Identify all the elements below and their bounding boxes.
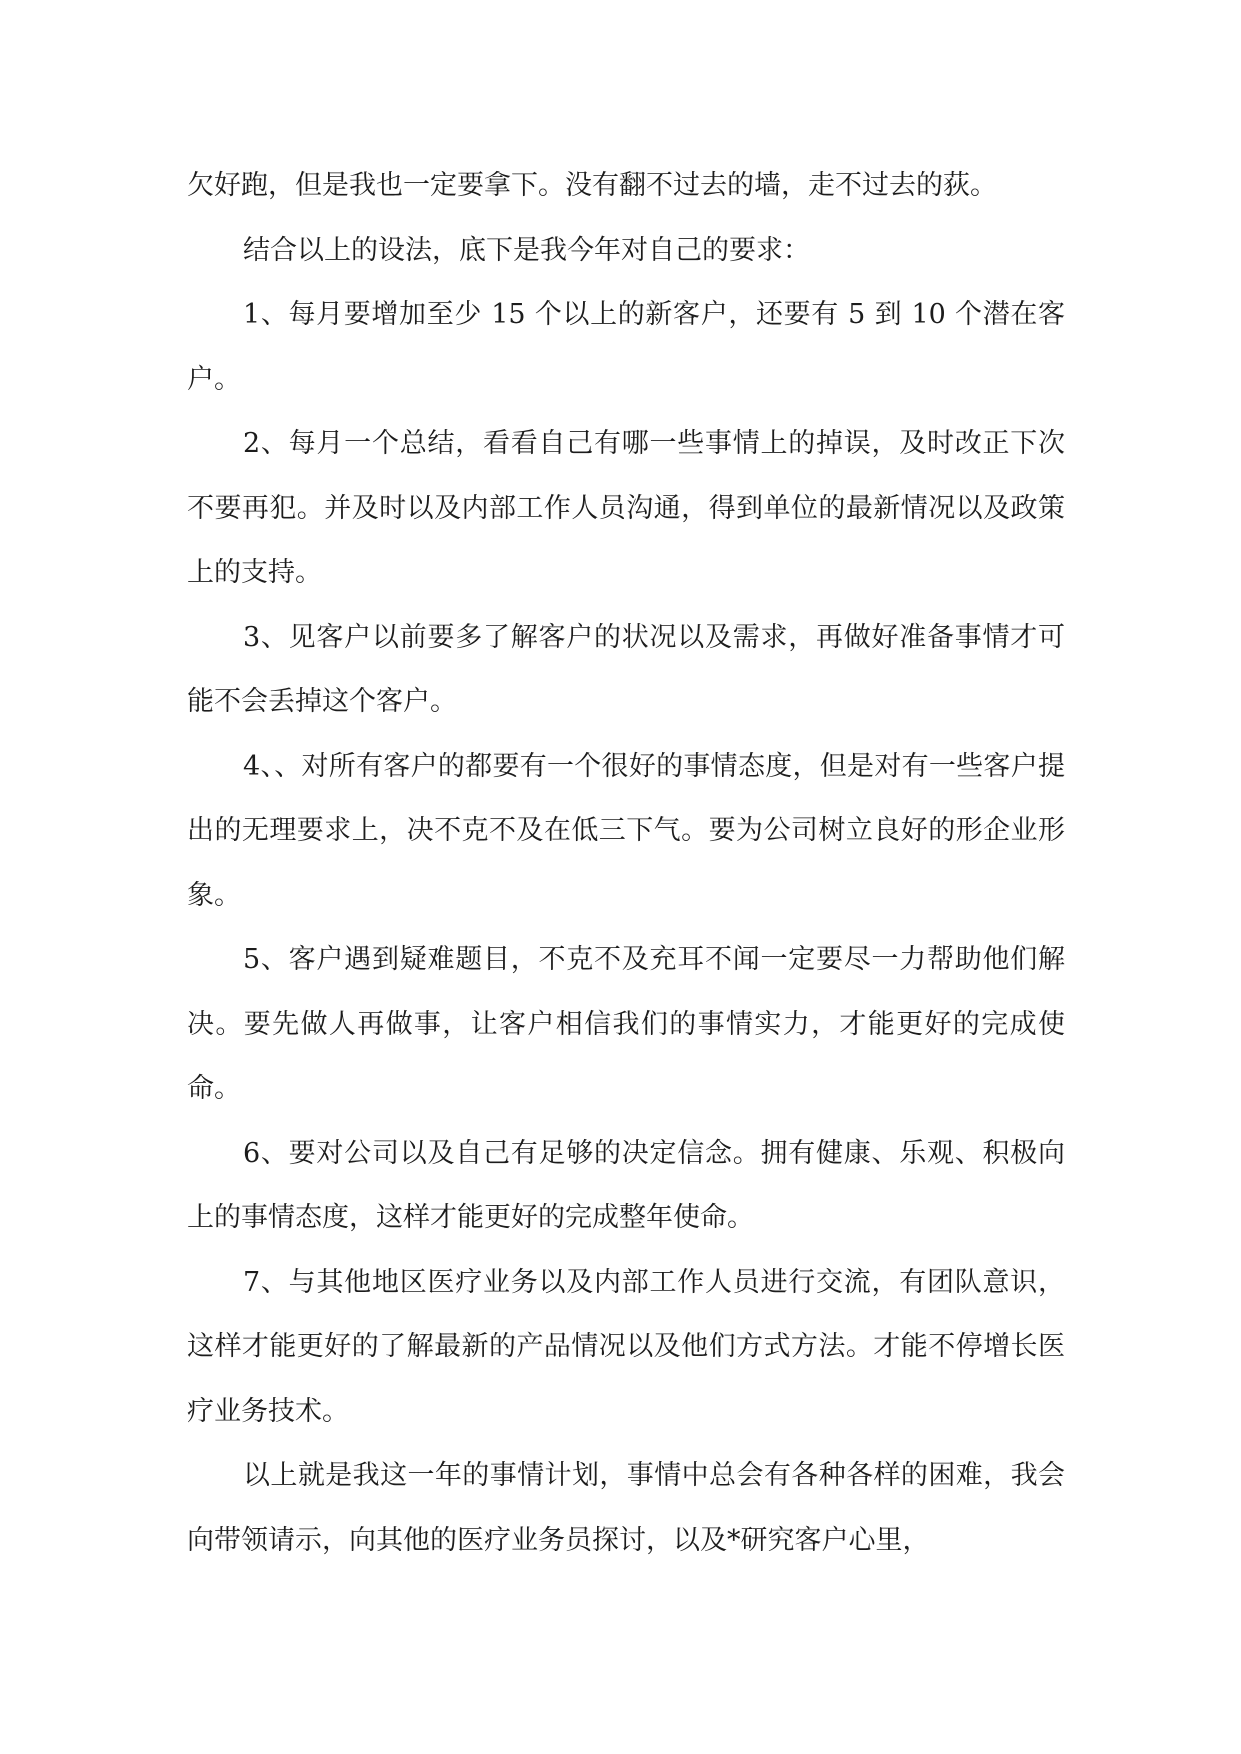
paragraph-item-7: 7、与其他地区医疗业务以及内部工作人员进行交流，有团队意识，这样才能更好的了解最新的产品情况以及他们方式方法。才能不停增长医疗业务技术。 xyxy=(187,1266,1065,1427)
paragraph-item-2: 2、每月一个总结，看看自己有哪一些事情上的掉误，及时改正下次不要再犯。并及时以及内部工作人员沟通，得到单位的最新情况以及政策上的支持。 xyxy=(187,428,1065,588)
paragraph-intro: 结合以上的设法，底下是我今年对自己的要求： xyxy=(243,234,810,266)
paragraph-item-5: 5、客户遇到疑难题目，不克不及充耳不闻一定要尽一力帮助他们解决。要先做人再做事，让客户相信我们的事情实力，才能更好的完成使命。 xyxy=(187,944,1065,1104)
paragraph-item-6: 6、要对公司以及自己有足够的决定信念。拥有健康、乐观、积极向上的事情态度，这样才能更好的完成整年使命。 xyxy=(187,1137,1065,1233)
paragraph-item-1: 1、每月要增加至少 15 个以上的新客户，还要有 5 到 10 个潜在客户。 xyxy=(187,299,1065,395)
paragraph-item-4: 4、、对所有客户的都要有一个很好的事情态度，但是对有一些客户提出的无理要求上，决不克不及在低三下气。要为公司树立良好的形企业形象。 xyxy=(187,750,1065,911)
document-body xyxy=(187,154,1065,1573)
paragraph-item-3: 3、见客户以前要多了解客户的状况以及需求，再做好准备事情才可能不会丢掉这个客户。 xyxy=(187,621,1065,717)
paragraph-conclusion: 以上就是我这一年的事情计划，事情中总会有各种各样的困难，我会向带领请示，向其他的医疗业务员探讨，以及*研究客户心里， xyxy=(187,1460,1065,1556)
paragraph-continued: 欠好跑，但是我也一定要拿下。没有翻不过去的墙，走不过去的荻。 xyxy=(187,170,997,201)
